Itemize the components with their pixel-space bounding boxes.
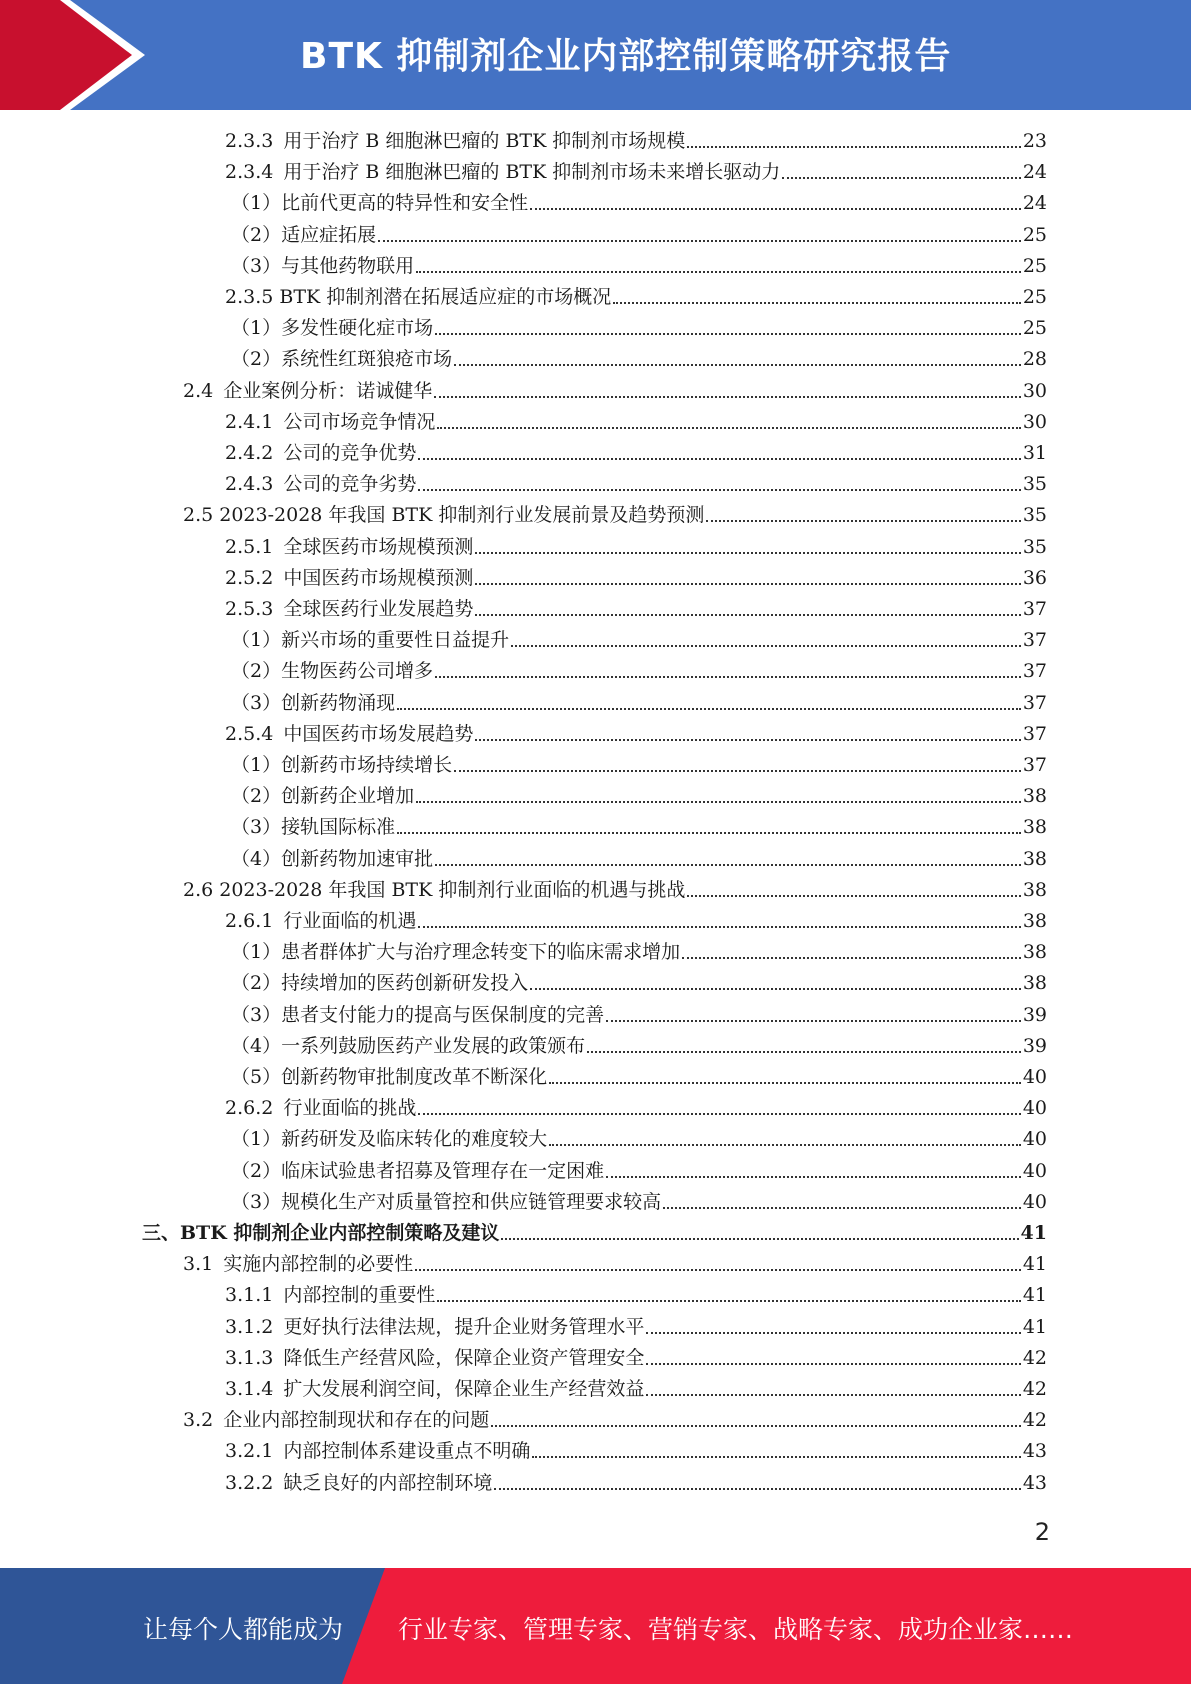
dot-leader: [416, 271, 1021, 273]
toc-entry-page: 28: [1022, 348, 1047, 371]
toc-entry[interactable]: [183, 501, 1047, 529]
toc-entry-number: 2.4.1: [225, 410, 274, 433]
toc-entry[interactable]: [231, 782, 1047, 810]
dot-leader: [587, 1051, 1021, 1053]
toc-entry-title: 全球医药行业发展趋势: [283, 598, 474, 620]
toc-entry-title: 实施内部控制的必要性: [223, 1253, 414, 1276]
toc-entry-title: （2）持续增加的医药创新研发投入: [231, 972, 529, 995]
dot-leader: [606, 1176, 1021, 1178]
dot-leader: [397, 708, 1021, 710]
dot-leader: [435, 676, 1021, 678]
toc-entry[interactable]: [231, 1032, 1047, 1060]
toc-entry[interactable]: [231, 221, 1047, 249]
toc-entry-page: 30: [1022, 410, 1047, 433]
toc-entry-number: 3.1.1: [225, 1284, 274, 1307]
toc-entry-title: （5）创新药物审批制度改革不断深化: [231, 1066, 548, 1088]
toc-entry-page: 43: [1022, 1440, 1047, 1463]
toc-entry-page: 35: [1022, 535, 1047, 558]
dot-leader: [646, 1332, 1020, 1334]
toc-entry[interactable]: [183, 1406, 1047, 1434]
toc-entry-title: 公司市场竞争情况: [283, 410, 436, 433]
toc-entry-page: 37: [1022, 629, 1047, 652]
dot-leader: [475, 739, 1020, 741]
dot-leader: [530, 988, 1021, 990]
toc-entry-number: 3.2: [183, 1409, 214, 1432]
dot-leader: [511, 645, 1021, 647]
toc-entry[interactable]: [225, 127, 1047, 155]
toc-entry-title: 用于治疗 B 细胞淋巴瘤的 BTK 抑制剂市场规模: [283, 130, 686, 152]
toc-entry-page: 41: [1020, 1222, 1047, 1244]
toc-entry-number: 3.1: [183, 1253, 214, 1276]
toc-entry-title: （2）适应症拓展: [231, 223, 377, 246]
toc-entry-title: 中国医药市场发展趋势: [283, 722, 474, 745]
dot-leader: [501, 1238, 1018, 1240]
toc-entry-page: 25: [1022, 223, 1047, 246]
toc-entry-title: （2）系统性红斑狼疮市场: [231, 348, 453, 371]
toc-entry[interactable]: [231, 813, 1047, 841]
toc-entry-title: （1）新药研发及临床转化的难度较大: [231, 1128, 548, 1151]
toc-entry-page: 39: [1022, 1003, 1047, 1026]
toc-entry[interactable]: [231, 1063, 1047, 1091]
toc-entry[interactable]: [231, 845, 1047, 873]
toc-entry-page: 42: [1022, 1346, 1047, 1369]
dot-leader: [549, 1144, 1021, 1146]
toc-entry-title: 更好执行法律法规，提升企业财务管理水平: [283, 1315, 645, 1338]
toc-entry-page: 40: [1022, 1159, 1047, 1182]
toc-entry[interactable]: [225, 408, 1047, 436]
toc-entry-title: 公司的竞争优势: [283, 442, 417, 464]
toc-entry[interactable]: [231, 189, 1047, 217]
dot-leader: [418, 489, 1020, 491]
toc-entry-page: 25: [1022, 254, 1047, 277]
toc-entry-title: （2）临床试验患者招募及管理存在一定困难: [231, 1159, 605, 1182]
toc-entry[interactable]: [231, 938, 1047, 966]
dot-leader: [706, 520, 1020, 522]
toc-entry[interactable]: [225, 595, 1047, 623]
toc-entry-title: （3）接轨国际标准: [231, 816, 396, 839]
toc-entry-title: 用于治疗 B 细胞淋巴瘤的 BTK 抑制剂市场未来增长驱动力: [283, 161, 781, 184]
toc-entry[interactable]: [225, 1437, 1047, 1465]
toc-entry-page: 31: [1022, 442, 1047, 464]
toc-entry-title: 公司的竞争劣势: [283, 473, 417, 496]
toc-entry-page: 40: [1022, 1097, 1047, 1120]
toc-entry[interactable]: [231, 1001, 1047, 1029]
dot-leader: [613, 302, 1021, 304]
toc-entry-title: （1）创新药市场持续增长: [231, 754, 453, 776]
toc-entry[interactable]: [225, 1313, 1047, 1341]
toc-entry-page: 38: [1022, 972, 1047, 995]
dot-leader: [646, 1394, 1020, 1396]
toc-entry-page: 37: [1022, 691, 1047, 714]
dot-leader: [491, 1425, 1021, 1427]
toc-entry-page: 42: [1022, 1378, 1047, 1400]
toc-entry-number: 3.2.1: [225, 1440, 274, 1463]
toc-entry-number: 2.6.1: [225, 910, 274, 932]
toc-entry[interactable]: [231, 314, 1047, 342]
toc-entry-title: （4）一系列鼓励医药产业发展的政策颁布: [231, 1034, 586, 1057]
toc-entry-title: （1）患者群体扩大与治疗理念转变下的临床需求增加: [231, 941, 681, 964]
toc-entry-page: 35: [1022, 473, 1047, 496]
dot-leader: [435, 864, 1021, 866]
toc-entry[interactable]: [225, 1094, 1047, 1122]
toc-entry[interactable]: [225, 907, 1047, 935]
toc-entry-page: 38: [1022, 785, 1047, 808]
toc-entry-number: 2.5.2: [225, 566, 274, 589]
toc-entry-page: 35: [1022, 504, 1047, 527]
toc-entry-title: 2.6 2023-2028 年我国 BTK 抑制剂行业面临的机遇与挑战: [183, 878, 686, 901]
toc-entry-number: 3.1.3: [225, 1346, 274, 1369]
toc-entry-title: 企业案例分析：诺诚健华: [223, 379, 433, 402]
dot-leader: [606, 1020, 1021, 1022]
footer-slogan-right: 行业专家、管理专家、营销专家、战略专家、成功企业家……: [398, 1615, 1074, 1644]
dot-leader: [378, 240, 1021, 242]
toc-entry[interactable]: [183, 1250, 1047, 1278]
toc-entry[interactable]: [225, 1281, 1047, 1309]
dot-leader: [418, 1113, 1020, 1115]
toc-entry[interactable]: [231, 657, 1047, 685]
toc-entry-number: 2.3.3: [225, 130, 274, 152]
toc-entry-title: 扩大发展利润空间，保障企业生产经营效益: [283, 1378, 645, 1400]
toc-entry[interactable]: [225, 533, 1047, 561]
dot-leader: [454, 770, 1021, 772]
toc-entry-title: （3）患者支付能力的提高与医保制度的完善: [231, 1003, 605, 1026]
toc-entry-page: 37: [1022, 598, 1047, 620]
dot-leader: [415, 1269, 1021, 1271]
toc-entry[interactable]: [231, 751, 1047, 779]
dot-leader: [532, 1456, 1020, 1458]
toc-entry-page: 38: [1022, 941, 1047, 964]
toc-entry-page: 40: [1022, 1190, 1047, 1213]
toc-entry-number: 2.5.1: [225, 535, 274, 558]
toc-entry-page: 23: [1022, 130, 1047, 152]
dot-leader: [475, 552, 1020, 554]
toc-entry[interactable]: [142, 1219, 1047, 1247]
toc-entry[interactable]: [231, 345, 1047, 373]
toc-entry-page: 36: [1022, 566, 1047, 589]
toc-entry[interactable]: [231, 1188, 1047, 1216]
toc-entry[interactable]: [231, 969, 1047, 997]
toc-entry-page: 24: [1022, 161, 1047, 184]
toc-entry-title: （3）与其他药物联用: [231, 254, 415, 277]
toc-entry-number: 3.2.2: [225, 1471, 274, 1494]
toc-entry-page: 37: [1022, 754, 1047, 776]
toc-entry-title: 全球医药市场规模预测: [283, 535, 474, 558]
toc-entry-page: 41: [1022, 1284, 1047, 1307]
toc-entry[interactable]: [225, 1344, 1047, 1372]
dot-leader: [435, 333, 1021, 335]
dot-leader: [475, 614, 1020, 616]
dot-leader: [687, 895, 1020, 897]
toc-entry-number: 2.3.4: [225, 161, 274, 184]
dot-leader: [437, 1300, 1020, 1302]
dot-leader: [549, 1082, 1021, 1084]
toc-entry-title: 缺乏良好的内部控制环境: [283, 1471, 493, 1494]
toc-entry-page: 42: [1022, 1409, 1047, 1432]
toc-entry-page: 37: [1022, 660, 1047, 683]
toc-entry-number: 2.4.2: [225, 442, 274, 464]
toc-entry-page: 40: [1022, 1066, 1047, 1088]
toc-entry-page: 25: [1022, 317, 1047, 340]
toc-entry[interactable]: [225, 1469, 1047, 1497]
toc-entry-title: （4）创新药物加速审批: [231, 847, 434, 870]
toc-entry-title: （1）新兴市场的重要性日益提升: [231, 629, 510, 652]
page-number: 2: [1034, 1518, 1050, 1546]
red-arrow-icon: [0, 0, 160, 110]
dot-leader: [494, 1488, 1020, 1490]
toc-entry[interactable]: [225, 158, 1047, 186]
toc-entry-page: 30: [1022, 379, 1047, 402]
footer-slogan-left: 让每个人都能成为: [143, 1615, 344, 1644]
toc-entry[interactable]: [231, 1157, 1047, 1185]
dot-leader: [687, 146, 1021, 148]
toc-entry-title: （2）创新药企业增加: [231, 785, 415, 808]
dot-leader: [682, 957, 1021, 959]
toc-entry-title: 内部控制体系建设重点不明确: [283, 1440, 531, 1463]
toc-entry-title: （1）多发性硬化症市场: [231, 317, 434, 340]
toc-entry-number: 3.1.2: [225, 1315, 274, 1338]
toc-entry-number: 2.4: [183, 379, 214, 402]
toc-entry-title: 2.3.5 BTK 抑制剂潜在拓展适应症的市场概况: [225, 286, 612, 308]
toc-entry-number: 2.5.4: [225, 722, 274, 745]
toc-entry-page: 38: [1022, 847, 1047, 870]
toc-entry-page: 38: [1022, 878, 1047, 901]
toc-entry-title: （1）比前代更高的特异性和安全性: [231, 192, 529, 215]
toc-entry-page: 41: [1022, 1253, 1047, 1276]
toc-entry-title: （3）创新药物涌现: [231, 691, 396, 714]
toc-entry-number: 2.5.3: [225, 598, 274, 620]
toc-entry-title: 行业面临的挑战: [283, 1097, 417, 1120]
page-footer: [0, 1568, 1191, 1684]
dot-leader: [782, 177, 1021, 179]
toc-entry-page: 39: [1022, 1034, 1047, 1057]
dot-leader: [475, 583, 1020, 585]
dot-leader: [434, 396, 1021, 398]
dot-leader: [418, 458, 1020, 460]
toc-entry-number: 2.4.3: [225, 473, 274, 496]
toc-entry[interactable]: [225, 720, 1047, 748]
toc-entry-title: （3）规模化生产对质量管控和供应链管理要求较高: [231, 1190, 662, 1213]
toc-entry-page: 43: [1022, 1471, 1047, 1494]
dot-leader: [397, 832, 1021, 834]
toc-entry[interactable]: [183, 876, 1047, 904]
dot-leader: [454, 364, 1021, 366]
toc-entry[interactable]: [225, 1375, 1047, 1403]
toc-entry[interactable]: [225, 564, 1047, 592]
toc-entry[interactable]: [231, 252, 1047, 280]
toc-entry-title: 行业面临的机遇: [283, 910, 417, 932]
toc-entry-page: 41: [1022, 1315, 1047, 1338]
dot-leader: [646, 1363, 1020, 1365]
toc-entry-page: 37: [1022, 722, 1047, 745]
toc-entry-title: 内部控制的重要性: [283, 1284, 436, 1307]
toc-entry-number: 2.6.2: [225, 1097, 274, 1120]
dot-leader: [530, 208, 1021, 210]
dot-leader: [663, 1207, 1021, 1209]
dot-leader: [416, 801, 1021, 803]
toc-entry[interactable]: [225, 283, 1047, 311]
toc-entry[interactable]: [231, 1125, 1047, 1153]
toc-entry[interactable]: [231, 689, 1047, 717]
toc-entry-title: 三、BTK 抑制剂企业内部控制策略及建议: [142, 1222, 500, 1244]
toc-entry-page: 40: [1022, 1128, 1047, 1151]
toc-entry-page: 24: [1022, 192, 1047, 215]
toc-entry[interactable]: [183, 377, 1047, 405]
toc-entry-number: 3.1.4: [225, 1378, 274, 1400]
toc-entry-title: 2.5 2023-2028 年我国 BTK 抑制剂行业发展前景及趋势预测: [183, 504, 705, 527]
toc-entry[interactable]: [225, 439, 1047, 467]
toc-entry-page: 38: [1022, 816, 1047, 839]
toc-entry-page: 25: [1022, 286, 1047, 308]
toc-entry-title: （2）生物医药公司增多: [231, 660, 434, 683]
report-title: BTK 抑制剂企业内部控制策略研究报告: [300, 36, 952, 77]
toc-entry[interactable]: [231, 626, 1047, 654]
toc-entry-title: 中国医药市场规模预测: [283, 566, 474, 589]
dot-leader: [437, 427, 1020, 429]
toc-entry-page: 38: [1022, 910, 1047, 932]
page-header: [0, 0, 1191, 110]
toc-entry-title: 降低生产经营风险，保障企业资产管理安全: [283, 1346, 645, 1369]
toc-entry-title: 企业内部控制现状和存在的问题: [223, 1409, 490, 1432]
toc-entry[interactable]: [225, 470, 1047, 498]
dot-leader: [418, 926, 1020, 928]
